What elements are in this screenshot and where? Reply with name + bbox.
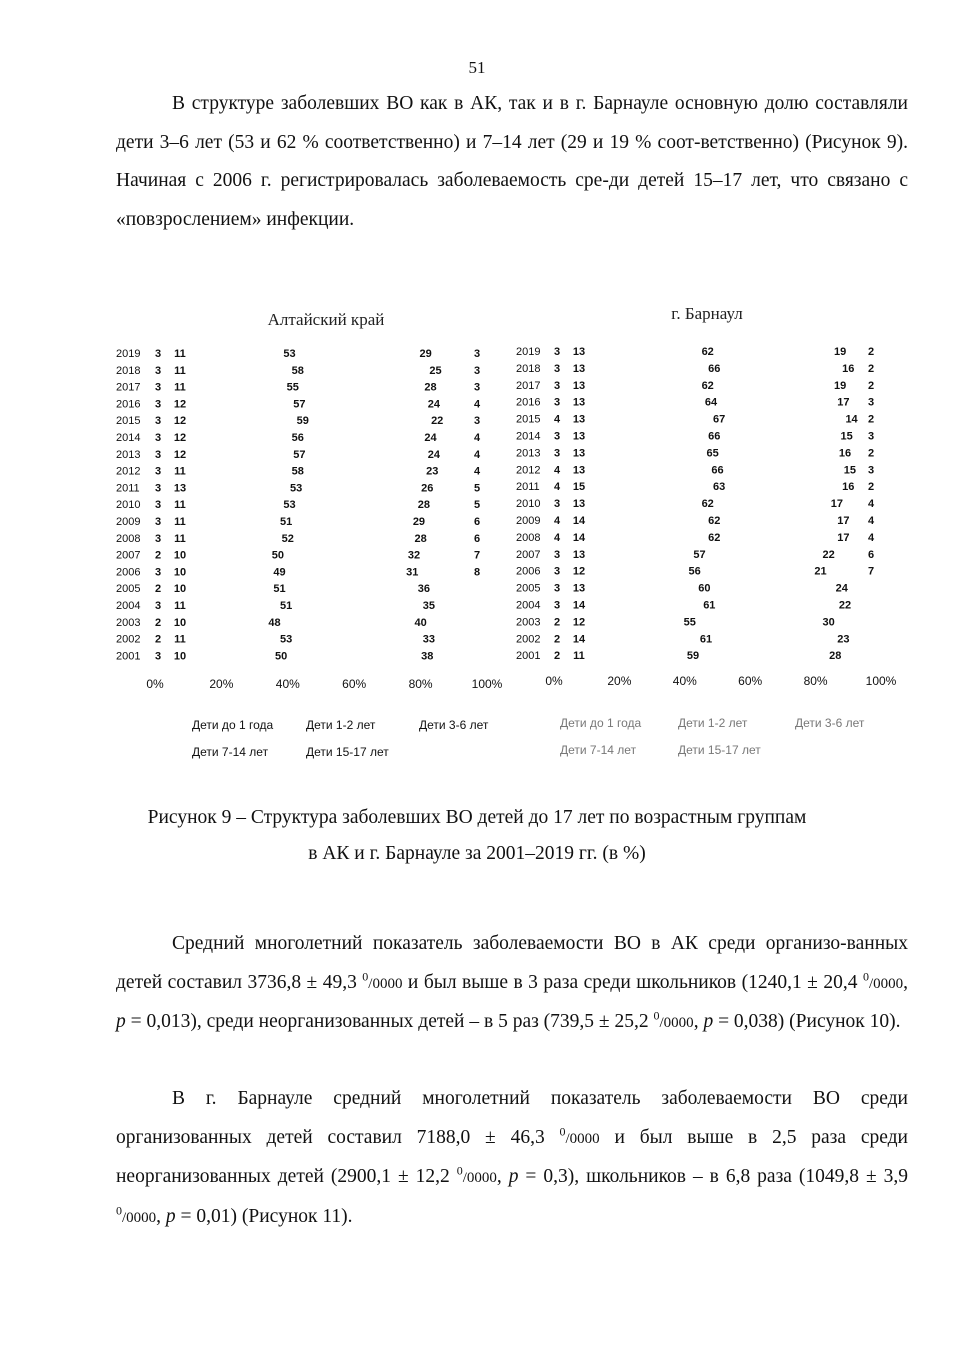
x-tick-label: 0%	[146, 677, 164, 691]
data-label: 11	[174, 499, 186, 512]
data-label: 57	[693, 548, 706, 561]
data-label: 62	[708, 531, 721, 544]
data-label: 12	[173, 448, 187, 461]
data-label: 4	[553, 515, 561, 527]
data-label: 12	[173, 432, 187, 444]
data-label: 7	[867, 565, 875, 578]
data-label: 3	[553, 498, 561, 511]
data-label: 3	[553, 548, 561, 561]
data-label: 22	[431, 415, 444, 428]
legend-entry: Дети 15-17 лет	[306, 745, 389, 759]
data-label: 3	[553, 379, 561, 392]
figure-caption	[0, 800, 954, 872]
data-label: 55	[286, 381, 299, 394]
data-label: 53	[289, 482, 303, 495]
data-label: 2	[867, 481, 875, 494]
data-label: 63	[713, 481, 726, 494]
year-label: 2007	[516, 548, 541, 561]
data-label: 6	[473, 532, 481, 545]
data-label: 3	[473, 348, 481, 360]
data-label: 14	[572, 633, 586, 646]
data-label: 2	[553, 633, 561, 646]
data-label: 64	[704, 396, 718, 409]
data-label: 5	[473, 499, 481, 512]
data-label: 58	[291, 364, 304, 377]
data-label: 35	[422, 600, 436, 612]
data-label: 15	[843, 464, 857, 477]
data-label: 31	[406, 566, 419, 579]
data-label: 15	[840, 430, 853, 443]
p3-text-6: = 0,01) (Рисунок 11).	[175, 1205, 353, 1227]
data-label: 65	[706, 447, 719, 460]
data-label: 67	[713, 413, 726, 426]
x-tick-label: 60%	[342, 677, 367, 691]
year-label: 2005	[116, 583, 141, 596]
data-label: 11	[174, 465, 186, 478]
chart-1-title: Алтайский край	[267, 310, 385, 329]
data-label: 50	[271, 549, 284, 562]
data-label: 24	[427, 398, 441, 411]
p3-text-1: В г. Барнауле средний многолетний показатель заболеваемости ВО среди организованных детей составил 7188,0 ± 46,3	[116, 1088, 908, 1148]
year-label: 2016	[116, 398, 141, 411]
p3-unit-2: /0000	[462, 1170, 497, 1186]
data-label: 4	[553, 413, 561, 426]
data-label: 3	[553, 582, 561, 595]
legend-entry: Дети 3-6 лет	[419, 718, 489, 732]
data-label: 56	[291, 432, 304, 444]
data-label: 3	[154, 432, 162, 444]
data-label: 6	[473, 516, 481, 528]
data-label: 19	[834, 379, 847, 392]
data-label: 3	[553, 447, 561, 460]
data-label: 3	[553, 565, 561, 578]
data-label: 3	[154, 364, 162, 377]
data-label: 2	[154, 549, 162, 562]
data-label: 4	[867, 498, 875, 511]
year-label: 2011	[516, 481, 540, 494]
year-label: 2001	[516, 650, 541, 663]
data-label: 28	[417, 499, 431, 512]
data-label: 11	[174, 516, 186, 528]
p3-sup-3: 0	[116, 1203, 122, 1217]
x-tick-label: 0%	[545, 674, 563, 688]
data-label: 14	[572, 531, 586, 544]
data-label: 4	[867, 531, 875, 544]
year-label: 2017	[116, 381, 141, 394]
year-label: 2016	[516, 396, 541, 409]
data-label: 13	[572, 413, 586, 426]
data-label: 14	[572, 515, 586, 527]
data-label: 2	[154, 633, 162, 646]
year-label: 2013	[116, 448, 141, 461]
data-label: 3	[553, 346, 561, 358]
data-label: 62	[701, 379, 714, 392]
figure-9	[0, 290, 954, 770]
p3-text-5: ,	[156, 1205, 166, 1227]
year-label: 2005	[516, 582, 541, 595]
p2-sup-3: 0	[653, 1008, 660, 1023]
data-label: 16	[838, 447, 852, 460]
data-label: 10	[173, 549, 187, 562]
data-label: 13	[173, 482, 187, 495]
data-label: 2	[553, 616, 561, 629]
p2-text-3: ,	[903, 971, 908, 993]
data-label: 29	[412, 516, 426, 528]
data-label: 3	[154, 348, 162, 360]
data-label: 12	[572, 616, 586, 629]
data-label: 3	[154, 499, 162, 512]
year-label: 2018	[116, 364, 141, 377]
data-label: 3	[473, 381, 481, 394]
data-label: 30	[822, 616, 835, 629]
data-label: 24	[424, 432, 437, 444]
data-label: 14	[845, 413, 858, 426]
p2-text-2: и был выше в 3 раза среди школьников (1240,1 ± 20,4	[402, 971, 863, 993]
data-label: 55	[683, 616, 696, 629]
data-label: 3	[154, 566, 162, 579]
p3-text-4: = 0,3), школьников – в 6,8 раза (1049,8 ± 3,9	[518, 1166, 908, 1187]
year-label: 2012	[116, 465, 141, 478]
caption-line-2: в АК и г. Барнауле за 2001–2019 гг. (в %)	[308, 843, 646, 864]
data-label: 62	[701, 498, 714, 511]
data-label: 2	[867, 346, 875, 358]
data-label: 59	[296, 415, 309, 428]
data-label: 16	[842, 362, 855, 375]
data-label: 61	[699, 633, 713, 646]
data-label: 2	[154, 583, 162, 596]
data-label: 3	[154, 532, 162, 545]
p2-text-4: = 0,013), среди неорганизованных детей – в 5 раз (739,5 ± 25,2	[125, 1011, 654, 1032]
data-label: 13	[572, 548, 586, 561]
data-label: 3	[154, 600, 162, 612]
x-tick-label: 40%	[672, 674, 697, 688]
data-label: 4	[473, 432, 481, 444]
data-label: 10	[173, 616, 187, 629]
data-label: 13	[572, 346, 586, 358]
data-label: 13	[572, 447, 586, 460]
data-label: 13	[572, 379, 586, 392]
data-label: 4	[553, 481, 561, 494]
data-label: 51	[280, 516, 293, 528]
p2-text-1: Средний многолетний показатель заболеваемости ВО в АК среди организо-ванных детей составил 3736,8 ± 49,3	[116, 933, 908, 993]
data-label: 11	[174, 381, 186, 394]
data-label: 32	[407, 549, 421, 562]
data-label: 11	[174, 633, 186, 646]
year-label: 2009	[516, 515, 541, 527]
legend-entry: Дети 3-6 лет	[795, 716, 865, 730]
year-label: 2014	[116, 432, 141, 444]
data-label: 12	[173, 398, 187, 411]
p3-unit-3: /0000	[122, 1209, 157, 1226]
data-label: 62	[708, 515, 721, 527]
data-label: 10	[173, 583, 187, 596]
data-label: 53	[283, 348, 296, 360]
data-label: 4	[553, 464, 561, 477]
data-label: 3	[154, 465, 162, 478]
year-label: 2013	[516, 447, 541, 460]
page-number: 51	[468, 58, 486, 77]
data-label: 52	[281, 532, 294, 545]
data-label: 2	[154, 616, 162, 629]
year-label: 2012	[516, 464, 541, 477]
year-label: 2002	[516, 633, 541, 646]
data-label: 62	[701, 346, 714, 358]
year-label: 2004	[116, 600, 141, 612]
year-label: 2015	[116, 415, 141, 428]
year-label: 2019	[516, 346, 541, 358]
data-label: 66	[711, 464, 724, 477]
data-label: 24	[427, 448, 441, 461]
data-label: 49	[273, 566, 286, 579]
data-label: 3	[553, 396, 561, 409]
data-label: 3	[154, 650, 162, 663]
year-label: 2004	[516, 599, 541, 612]
p2-sup-2: 0	[862, 969, 869, 983]
year-label: 2009	[116, 516, 141, 528]
data-label: 3	[154, 482, 162, 495]
x-tick-label: 20%	[209, 677, 234, 691]
data-label: 66	[708, 362, 721, 375]
data-label: 33	[422, 633, 436, 646]
data-label: 3	[867, 396, 875, 409]
data-label: 3	[473, 364, 481, 377]
p3-sup-1: 0	[559, 1124, 566, 1138]
data-label: 57	[293, 448, 306, 461]
data-label: 24	[835, 582, 848, 595]
year-label: 2006	[116, 566, 141, 579]
data-label: 36	[417, 583, 431, 596]
p3-sup-2: 0	[456, 1163, 463, 1178]
year-label: 2010	[516, 498, 541, 511]
x-tick-label: 100%	[471, 677, 503, 691]
data-label: 2	[867, 447, 875, 460]
year-label: 2011	[116, 482, 140, 495]
p2-text-5: ,	[693, 1011, 704, 1032]
data-label: 56	[688, 565, 701, 578]
data-label: 53	[283, 499, 296, 512]
data-label: 3	[154, 398, 162, 411]
p2-sup-1: 0	[362, 969, 369, 983]
paragraph-2	[116, 925, 908, 1043]
data-label: 57	[293, 398, 306, 411]
data-label: 3	[867, 430, 875, 443]
data-label: 2	[867, 362, 875, 375]
data-label: 5	[473, 482, 481, 495]
year-label: 2008	[516, 531, 541, 544]
data-label: 3	[553, 599, 561, 612]
p2-p-2: p	[703, 1011, 714, 1032]
data-label: 3	[553, 362, 561, 375]
data-label: 10	[173, 566, 187, 579]
data-label: 3	[154, 516, 162, 528]
data-label: 4	[473, 465, 481, 478]
data-label: 11	[174, 600, 186, 612]
p2-unit-3: /0000	[659, 1015, 694, 1031]
data-label: 22	[838, 599, 852, 612]
p2-p-1: p	[116, 1011, 126, 1032]
p2-unit-2: /0000	[868, 975, 904, 992]
data-label: 11	[573, 650, 585, 663]
legend-entry: Дети 7-14 лет	[192, 745, 269, 759]
year-label: 2018	[516, 362, 541, 375]
data-label: 17	[837, 396, 850, 409]
data-label: 50	[275, 650, 288, 663]
legend-entry: Дети 1-2 лет	[678, 716, 748, 730]
data-label: 17	[830, 498, 843, 511]
p2-unit-1: /0000	[368, 975, 403, 992]
data-label: 2	[867, 379, 875, 392]
data-label: 51	[280, 600, 293, 612]
data-label: 12	[572, 565, 586, 578]
data-label: 13	[572, 396, 586, 409]
data-label: 3	[154, 415, 162, 428]
data-label: 3	[867, 464, 875, 477]
data-label: 13	[572, 582, 586, 595]
data-label: 48	[268, 616, 281, 629]
data-label: 25	[429, 364, 442, 377]
chart-2-title: г. Барнаул	[671, 304, 743, 323]
data-label: 3	[553, 430, 561, 443]
p2-text-6: = 0,038) (Рисунок 10).	[713, 1011, 901, 1032]
data-label: 2	[867, 413, 875, 426]
data-label: 14	[572, 599, 586, 612]
year-label: 2002	[116, 633, 141, 646]
paragraph-3	[116, 1080, 908, 1237]
legend-entry: Дети до 1 года	[192, 718, 274, 732]
x-tick-label: 40%	[275, 677, 300, 691]
year-label: 2006	[516, 565, 541, 578]
year-label: 2003	[516, 616, 541, 629]
data-label: 4	[553, 531, 561, 544]
paragraph-1: В структуре заболевших ВО как в АК, так и в г. Барнауле основную долю составляли дети 3–6 лет (53 и 62 % соответственно) и 7–14 лет (29 и 19 % соот-ветственно) (Рисунок 9). Начиная с 2006 г. регистрировалась заболеваемость сре-ди детей 15–17 лет, что связано с «повзрослением» инфекции.	[116, 93, 908, 230]
year-label: 2017	[516, 379, 541, 392]
data-label: 66	[708, 430, 721, 443]
data-label: 7	[473, 549, 481, 562]
data-label: 11	[174, 348, 186, 360]
data-label: 3	[473, 415, 481, 428]
data-label: 19	[834, 346, 847, 358]
data-label: 26	[421, 482, 434, 495]
x-tick-label: 20%	[607, 674, 632, 688]
caption-line-1: Рисунок 9 – Структура заболевших ВО детей до 17 лет по возрастным группам	[147, 807, 807, 828]
data-label: 6	[867, 548, 875, 561]
year-label: 2019	[116, 348, 141, 360]
data-label: 53	[280, 633, 293, 646]
data-label: 8	[473, 566, 481, 579]
legend-entry: Дети 1-2 лет	[306, 718, 376, 732]
data-label: 11	[174, 532, 186, 545]
x-tick-label: 80%	[803, 674, 828, 688]
data-label: 3	[154, 448, 162, 461]
data-label: 2	[553, 650, 561, 663]
data-label: 16	[842, 481, 855, 494]
data-label: 13	[572, 498, 586, 511]
p3-text-2: и был выше в 2,5 раза среди неорганизованных детей (2900,1 ± 12,2	[116, 1126, 908, 1187]
data-label: 21	[814, 565, 827, 578]
data-label: 3	[154, 381, 162, 394]
x-tick-label: 80%	[408, 677, 433, 691]
data-label: 28	[424, 381, 437, 394]
x-tick-label: 60%	[738, 674, 763, 688]
data-label: 22	[822, 548, 835, 561]
data-label: 4	[473, 448, 481, 461]
data-label: 4	[867, 515, 875, 527]
data-label: 17	[837, 515, 850, 527]
data-label: 10	[173, 650, 187, 663]
data-label: 28	[414, 532, 427, 545]
data-label: 4	[473, 398, 481, 411]
x-tick-label: 100%	[865, 674, 897, 688]
year-label: 2015	[516, 413, 541, 426]
data-label: 58	[291, 465, 304, 478]
p3-p-2: p	[165, 1205, 176, 1227]
data-label: 13	[572, 362, 586, 375]
data-label: 59	[686, 650, 700, 663]
p3-unit-1: /0000	[565, 1130, 600, 1147]
data-label: 23	[426, 465, 439, 478]
year-label: 2001	[116, 650, 141, 663]
data-label: 23	[837, 633, 850, 646]
p3-p-1: p	[508, 1166, 519, 1187]
data-label: 13	[572, 430, 586, 443]
year-label: 2003	[116, 616, 141, 629]
data-label: 51	[273, 583, 286, 596]
data-label: 12	[173, 415, 187, 428]
data-label: 13	[572, 464, 586, 477]
data-label: 38	[421, 650, 434, 663]
figure-9-charts	[0, 290, 954, 770]
legend-entry: Дети 15-17 лет	[678, 743, 761, 757]
data-label: 15	[572, 481, 586, 494]
data-label: 29	[419, 348, 432, 360]
p3-text-3: ,	[496, 1166, 509, 1187]
year-label: 2007	[116, 549, 141, 562]
year-label: 2008	[116, 532, 141, 545]
year-label: 2014	[516, 430, 541, 443]
legend-entry: Дети до 1 года	[560, 716, 642, 730]
year-label: 2010	[116, 499, 141, 512]
data-label: 61	[703, 599, 716, 612]
data-label: 40	[414, 616, 427, 629]
data-label: 60	[698, 582, 711, 595]
data-label: 11	[174, 364, 186, 377]
legend-entry: Дети 7-14 лет	[560, 743, 637, 757]
data-label: 17	[837, 531, 850, 544]
data-label: 28	[829, 650, 842, 663]
